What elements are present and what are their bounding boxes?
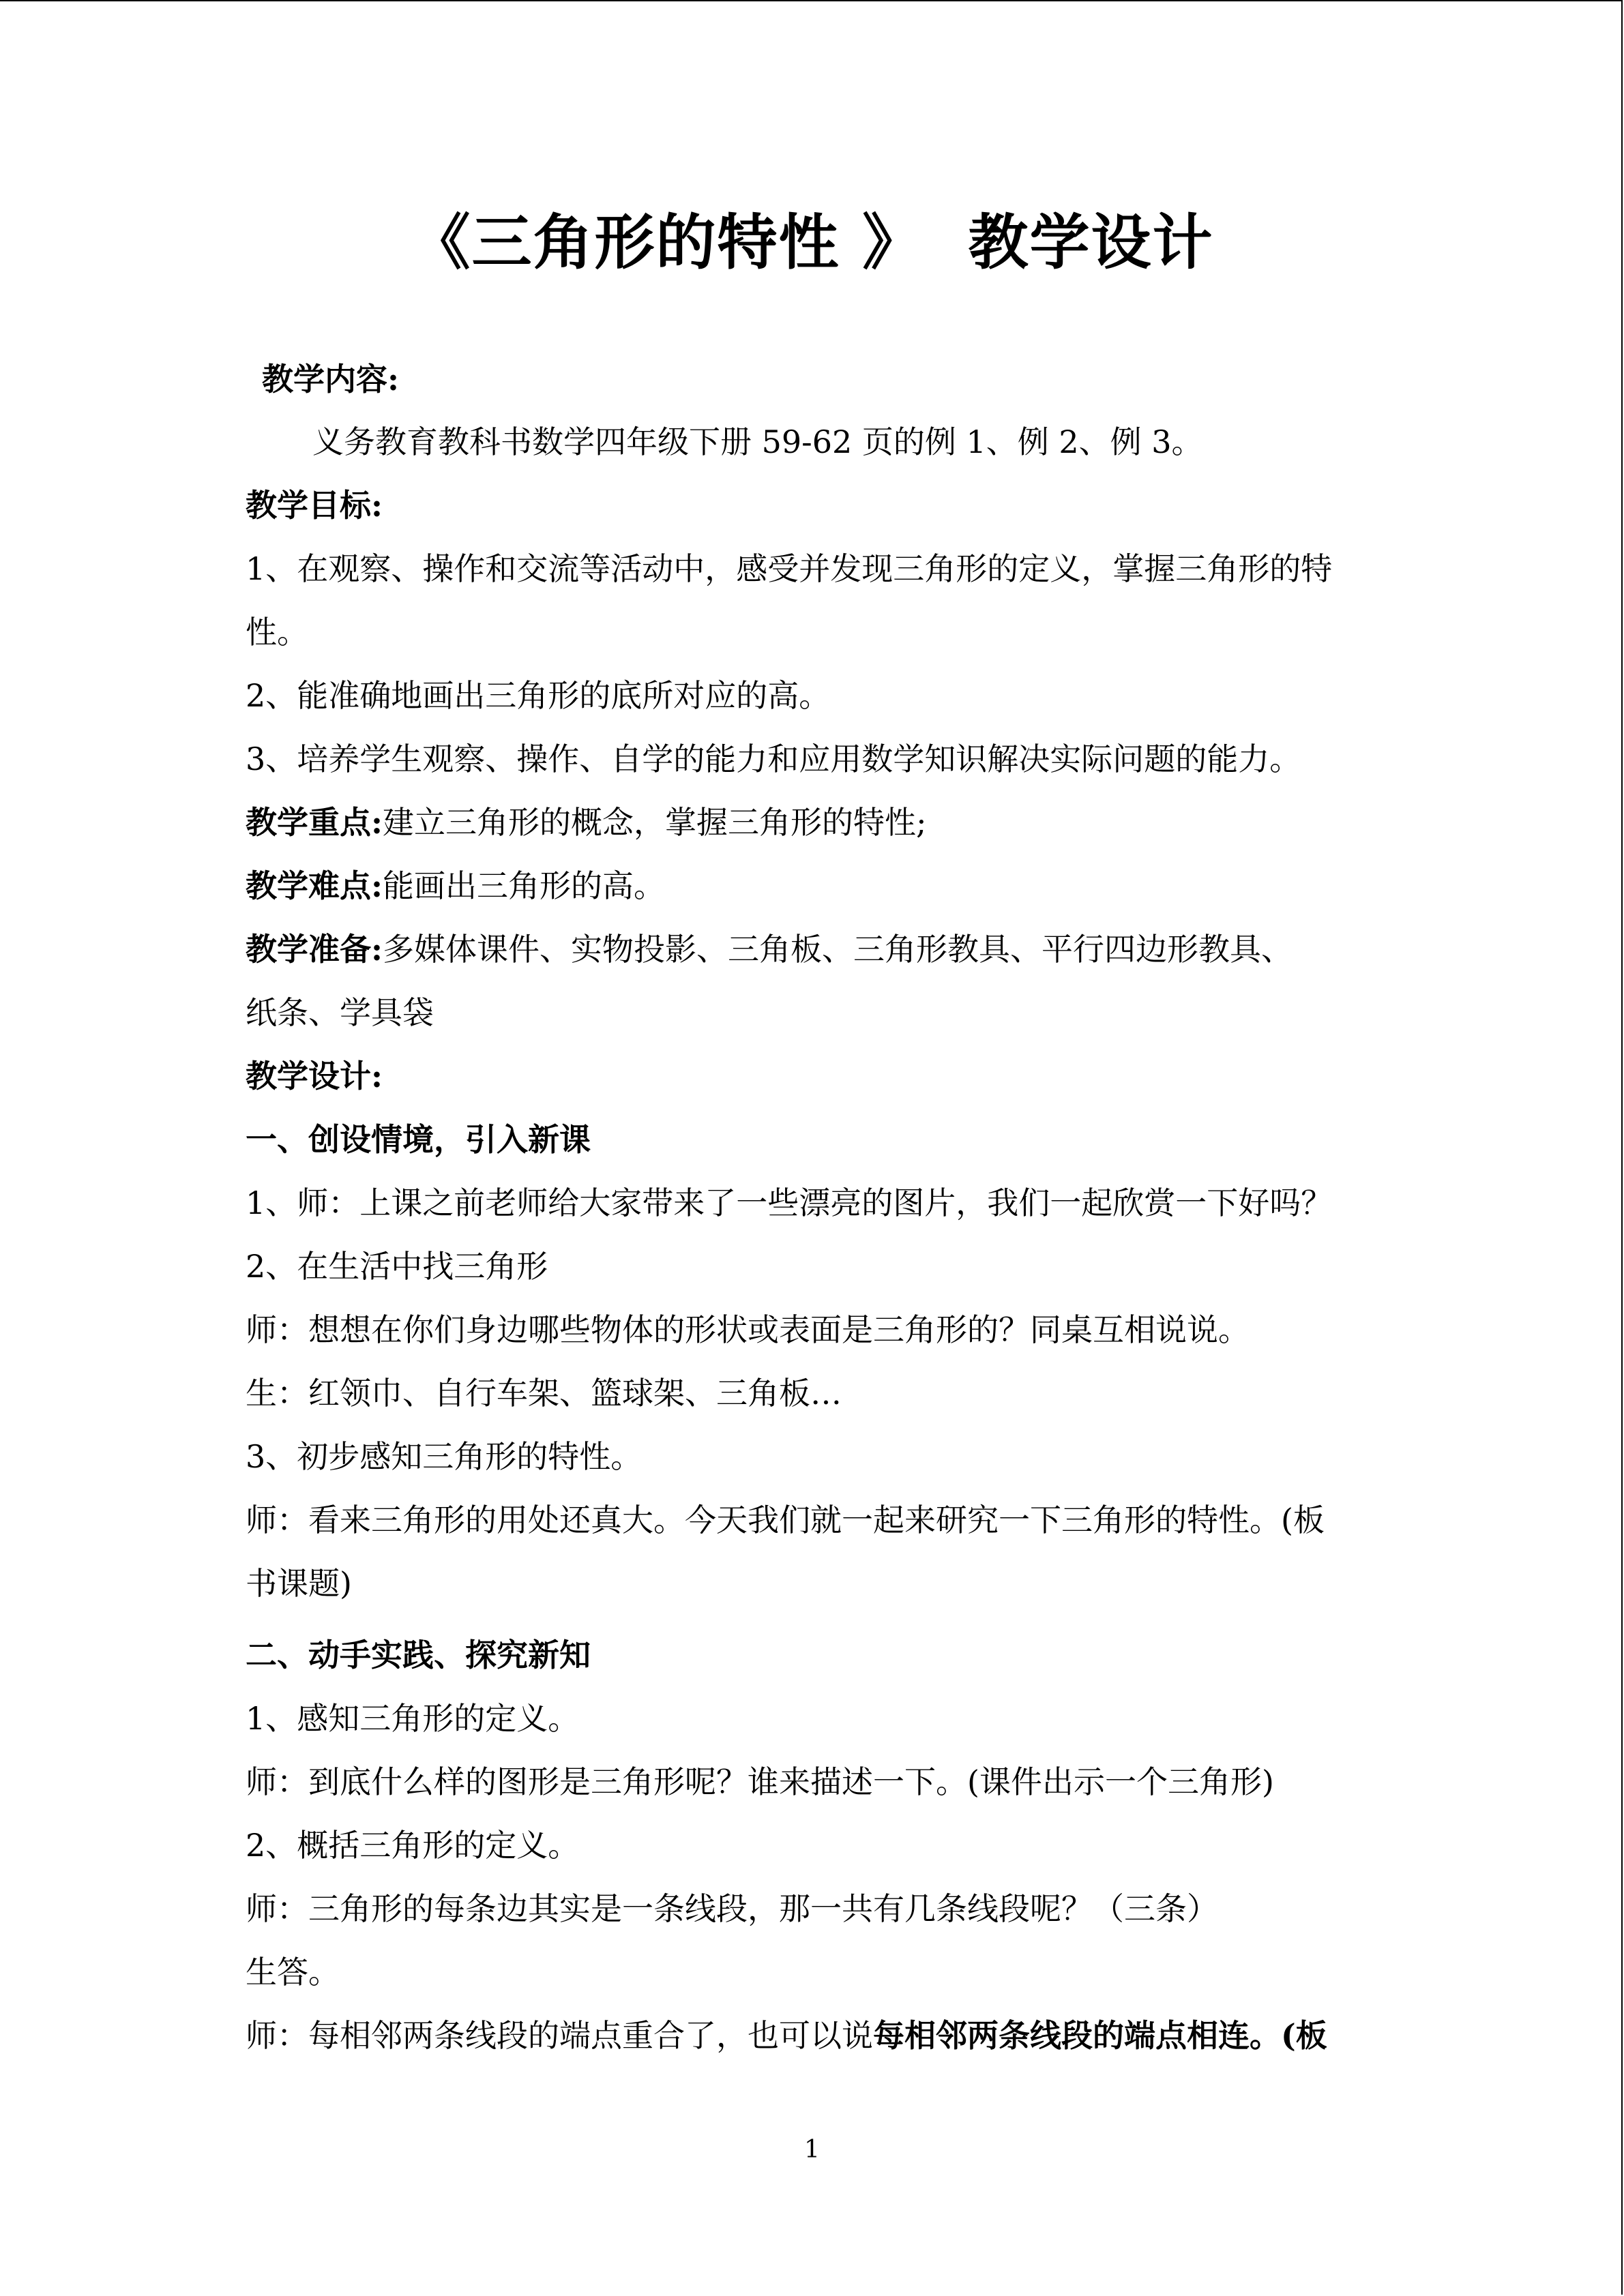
difficult-point-text: 能画出三角形的高。 — [382, 867, 665, 904]
difficult-point — [246, 865, 665, 906]
section-2-line: 2、概括三角形的定义。 — [246, 1827, 580, 1864]
section-1-heading: 一、创设情境，引入新课 — [246, 1121, 591, 1158]
section-2-last-line-bold: 每相邻两条线段的端点相连。(板 — [873, 2017, 1327, 2054]
section-2-line: 师：到底什么样的图形是三角形呢？谁来描述一下。(课件出示一个三角形) — [246, 1763, 1274, 1800]
teaching-goals-label: 教学目标: — [246, 487, 383, 524]
teaching-content-text: 义务教育教科书数学四年级下册 59-62 页的例 1、例 2、例 3。 — [312, 423, 1203, 460]
section-1-line: 1、师：上课之前老师给大家带来了一些漂亮的图片，我们一起欣赏一下好吗？ — [246, 1184, 1333, 1221]
document-title: 《三角形的特性 》 教学设计 — [410, 207, 1214, 278]
goal-1-line-1: 1、在观察、操作和交流等活动中，感受并发现三角形的定义，掌握三角形的特 — [246, 550, 1333, 587]
section-1-line: 师：看来三角形的用处还真大。今天我们就一起来研究一下三角形的特性。(板 — [246, 1502, 1325, 1538]
preparation-text-line-1: 多媒体课件、实物投影、三角板、三角形教具、平行四边形教具、 — [382, 931, 1293, 968]
preparation-label: 教学准备: — [246, 931, 383, 968]
section-1-line: 2、在生活中找三角形 — [246, 1248, 548, 1285]
section-2-heading: 二、动手实践、探究新知 — [246, 1637, 591, 1673]
section-2-last-line — [246, 2015, 1327, 2056]
section-2-line: 师：三角形的每条边其实是一条线段，那一共有几条线段呢？（三条） — [246, 1890, 1218, 1927]
section-1-line: 书课题) — [246, 1565, 352, 1602]
design-label: 教学设计: — [246, 1058, 383, 1094]
section-2-line: 生答。 — [246, 1954, 340, 1991]
goal-2: 2、能准确地画出三角形的底所对应的高。 — [246, 677, 831, 714]
key-point-text: 建立三角形的概念，掌握三角形的特性; — [382, 804, 927, 841]
section-2-line: 1、感知三角形的定义。 — [246, 1700, 580, 1737]
difficult-point-label: 教学难点: — [246, 867, 383, 904]
page-number: 1 — [804, 2136, 820, 2164]
section-1-line: 生：红领巾、自行车架、篮球架、三角板… — [246, 1375, 842, 1412]
preparation — [246, 929, 1293, 970]
preparation-text-line-2: 纸条、学具袋 — [246, 994, 434, 1031]
goal-1-line-2: 性。 — [246, 614, 308, 651]
key-point — [246, 802, 926, 843]
teaching-content-label: 教学内容: — [262, 361, 399, 398]
section-1-line: 3、初步感知三角形的特性。 — [246, 1438, 643, 1475]
section-2-last-line-normal: 师：每相邻两条线段的端点重合了，也可以说 — [246, 2017, 873, 2054]
goal-3: 3、培养学生观察、操作、自学的能力和应用数学知识解决实际问题的能力。 — [246, 741, 1301, 777]
section-1-line: 师：想想在你们身边哪些物体的形状或表面是三角形的？同桌互相说说。 — [246, 1311, 1250, 1348]
key-point-label: 教学重点: — [246, 804, 383, 841]
